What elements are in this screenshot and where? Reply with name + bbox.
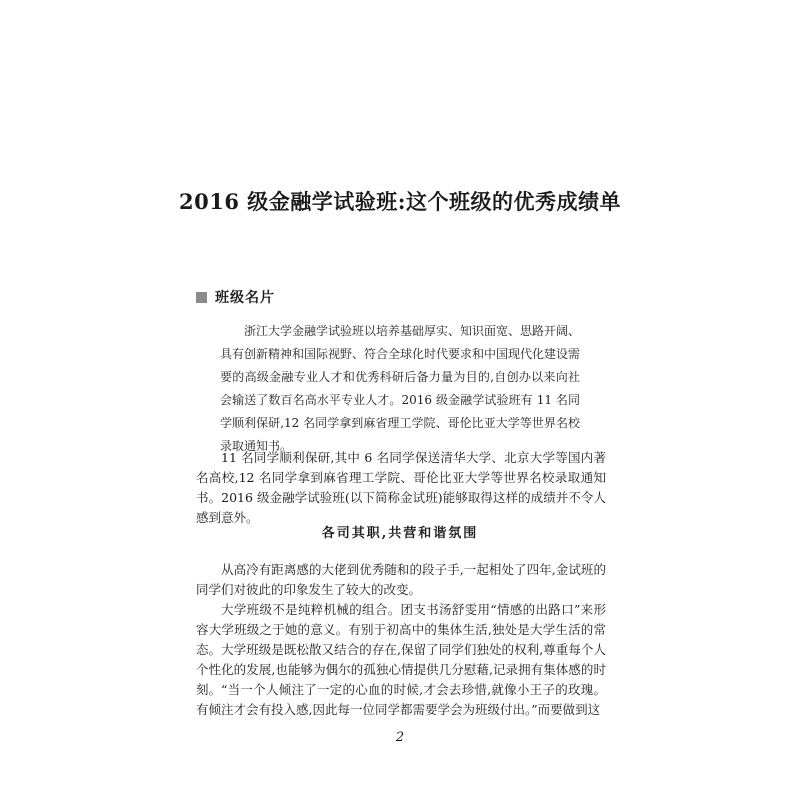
class-intro-text: 浙江大学金融学试验班以培养基础厚实、知识面宽、思路开阔、具有创新精神和国际视野、符合全球化时代要求和中国现代化建设需要的高级金融专业人才和优秀科研后备力量为目的,自创办以来向社会输送了数百名高水平专业人才。2016 级金融学试验班有 11 名同学顺利保研,12 名同学拿到麻省理工学院、哥伦比亚大学等世界名校录取通知书。 <box>220 324 581 453</box>
body-paragraph-3: 大学班级不是纯粹机械的组合。团支书汤舒雯用“情感的出路口”来形容大学班级之于她的意义。有别于初高中的集体生活,独处是大学生活的常态。大学班级是既松散又结合的存在,保留了同学们独处的权利,尊重每个人个性化的发展,也能够为偶尔的孤独心情提供几分慰藉,记录拥有集体感的时刻。 <box>196 602 606 697</box>
subheading: 各司其职,共营和谐氛围 <box>321 526 479 541</box>
section-heading: 班级名片 <box>215 290 275 306</box>
body-paragraph-2: 从高冷有距离感的大佬到优秀随和的段子手,一起相处了四年,金试班的同学们对彼此的印象发生了较大的改变。 <box>196 562 606 597</box>
page-title: 2016 级金融学试验班:这个班级的优秀成绩单 <box>178 189 621 214</box>
square-bullet-icon <box>196 292 207 303</box>
body-paragraph-4: “当一个人倾注了一定的心血的时候,才会去珍惜,就像小王子的玫瑰。有倾注才会有投入感,因此每一位同学都需要学会为班级付出。”而要做到这 <box>196 682 606 717</box>
page-number: 2 <box>395 730 405 745</box>
body-paragraph-1: 11 名同学顺利保研,其中 6 名同学保送清华大学、北京大学等国内著名高校,12 名同学拿到麻省理工学院、哥伦比亚大学等世界名校录取通知书。2016 级金融学试验班(以下简称金试班)能够取得这样的成绩并不令人感到意外。 <box>196 450 606 525</box>
section-header <box>196 287 275 307</box>
